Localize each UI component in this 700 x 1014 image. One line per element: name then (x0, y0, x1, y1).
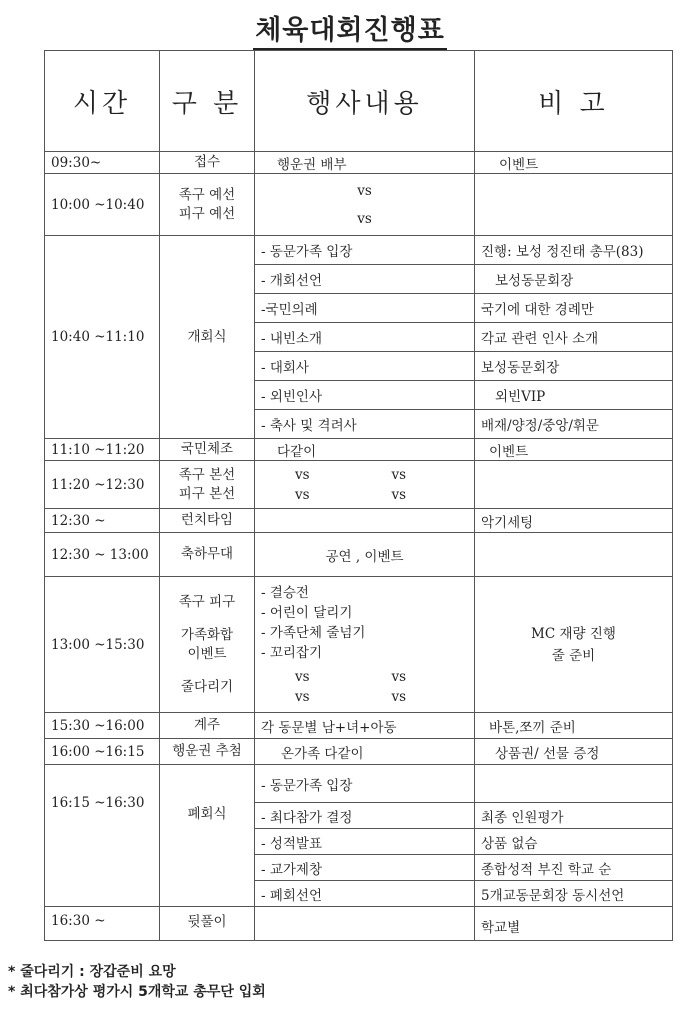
time-cell: 10:00 ~10:40 (45, 174, 160, 236)
time-cell: 12:30 ~ (45, 509, 160, 533)
category-cell: 런치타임 (160, 509, 255, 533)
content-cell: 공연 , 이벤트 (255, 533, 475, 577)
category-cell: 접수 (160, 152, 255, 174)
header-note: 비 고 (475, 51, 673, 152)
vs-label: vs (295, 466, 310, 483)
table-row (45, 713, 673, 739)
category-cell: 개회식 (160, 236, 255, 439)
table-row (45, 236, 673, 265)
note-cell: 보성동문회장 (475, 352, 673, 381)
content-cell (255, 509, 475, 533)
note-cell: 악기세팅 (475, 509, 673, 533)
note-cell (475, 174, 673, 236)
content-cell: 각 동문별 남+녀+아동 (255, 713, 475, 739)
note-cell: 각교 관련 인사 소개 (475, 323, 673, 352)
note-cell: 외빈VIP (475, 381, 673, 410)
note-cell: 학교별 (475, 907, 673, 941)
category-cell: 폐회식 (160, 765, 255, 907)
content-cell: - 교가제창 (255, 855, 475, 881)
header-category: 구 분 (160, 51, 255, 152)
content-line: - 가족단체 줄넘기 (261, 624, 366, 641)
header-time: 시간 (45, 51, 160, 152)
content-cell: -국민의례 (255, 294, 475, 323)
content-cell (255, 577, 475, 713)
category-cell: 뒷풀이 (160, 907, 255, 941)
content-cell: - 최다참가 결정 (255, 803, 475, 829)
note-cell (475, 577, 673, 713)
content-cell: - 개회선언 (255, 265, 475, 294)
time-cell: 09:30~ (45, 152, 160, 174)
category-cell: 국민체조 (160, 439, 255, 461)
category-line: 족구 피구 (178, 593, 236, 610)
content-line: - 꼬리잡기 (261, 644, 323, 661)
vs-label: vs (295, 486, 310, 503)
category-cell: 행운권 추첨 (160, 739, 255, 765)
note-cell: 상품 없슴 (475, 829, 673, 855)
content-cell: - 축사 및 격려사 (255, 410, 475, 439)
note-cell (475, 533, 673, 577)
content-cell (255, 461, 475, 509)
header-row (45, 51, 673, 152)
time-cell: 12:30 ~ 13:00 (45, 533, 160, 577)
category-cell: 축하무대 (160, 533, 255, 577)
vs-label: vs (295, 668, 310, 685)
content-cell: - 동문가족 입장 (255, 236, 475, 265)
footnotes (8, 962, 266, 1002)
schedule-table (44, 50, 673, 941)
content-cell: - 외빈인사 (255, 381, 475, 410)
time-cell: 13:00 ~15:30 (45, 577, 160, 713)
category-cell (160, 174, 255, 236)
table-row (45, 765, 673, 803)
note-cell: 5개교동문회장 동시선언 (475, 881, 673, 907)
table-row (45, 533, 673, 577)
page-title: 체육대회진행표 (0, 8, 700, 47)
content-cell: - 대회사 (255, 352, 475, 381)
table-row (45, 174, 673, 236)
note-line: MC 재량 진행 (531, 625, 616, 642)
category-line: 족구 예선 (178, 186, 236, 203)
content-cell (255, 174, 475, 236)
note-cell (475, 765, 673, 803)
vs-label: vs (391, 688, 406, 705)
note-cell: 최종 인원평가 (475, 803, 673, 829)
table-row (45, 739, 673, 765)
note-cell: 종합성적 부진 학교 순 (475, 855, 673, 881)
time-cell: 11:20 ~12:30 (45, 461, 160, 509)
note-cell: 이벤트 (475, 439, 673, 461)
table-row (45, 461, 673, 509)
content-cell: 행운권 배부 (255, 152, 475, 174)
category-line: 피구 예선 (178, 205, 236, 222)
footnote: * 줄다리기 : 장갑준비 요망 (8, 964, 176, 980)
category-line: 피구 본선 (178, 485, 236, 502)
table-row (45, 907, 673, 941)
note-cell (475, 461, 673, 509)
vs-label: vs (391, 668, 406, 685)
content-line: - 어린이 달리기 (261, 604, 353, 621)
note-cell: 보성동문회장 (475, 265, 673, 294)
note-cell: 이벤트 (475, 152, 673, 174)
category-cell (160, 461, 255, 509)
table-row (45, 152, 673, 174)
content-cell: - 동문가족 입장 (255, 765, 475, 803)
note-line: 줄 준비 (551, 647, 596, 664)
note-cell: 상품권/ 선물 증정 (475, 739, 673, 765)
footnote: * 최다참가상 평가시 5개학교 총무단 입회 (8, 984, 266, 1000)
time-cell: 10:40 ~11:10 (45, 236, 160, 439)
content-cell: 온가족 다같이 (255, 739, 475, 765)
table-row (45, 509, 673, 533)
category-cell (160, 577, 255, 713)
content-cell: - 내빈소개 (255, 323, 475, 352)
note-cell: 배재/양정/중앙/휘문 (475, 410, 673, 439)
note-cell: 바톤,쪼끼 준비 (475, 713, 673, 739)
content-cell: - 폐회선언 (255, 881, 475, 907)
content-cell (255, 907, 475, 941)
category-line: 족구 본선 (178, 466, 236, 483)
vs-label: vs (391, 466, 406, 483)
table-row (45, 439, 673, 461)
category-line: 줄다리기 (180, 678, 234, 695)
category-line: 가족화합 (180, 626, 234, 643)
category-line: 이벤트 (187, 645, 227, 662)
time-cell: 16:30 ~ (45, 907, 160, 941)
content-cell: 다같이 (255, 439, 475, 461)
time-cell: 16:15 ~16:30 (45, 765, 160, 907)
content-line: - 결승전 (261, 584, 309, 601)
table-row (45, 577, 673, 713)
vs-label: vs (357, 182, 372, 199)
time-cell: 11:10 ~11:20 (45, 439, 160, 461)
vs-label: vs (391, 486, 406, 503)
category-cell: 계주 (160, 713, 255, 739)
note-cell: 국기에 대한 경례만 (475, 294, 673, 323)
time-cell: 16:00 ~16:15 (45, 739, 160, 765)
note-cell: 진행: 보성 정진태 총무(83) (475, 236, 673, 265)
vs-label: vs (357, 210, 372, 227)
time-cell: 15:30 ~16:00 (45, 713, 160, 739)
content-cell: - 성적발표 (255, 829, 475, 855)
header-content: 행사내용 (255, 51, 475, 152)
vs-label: vs (295, 688, 310, 705)
